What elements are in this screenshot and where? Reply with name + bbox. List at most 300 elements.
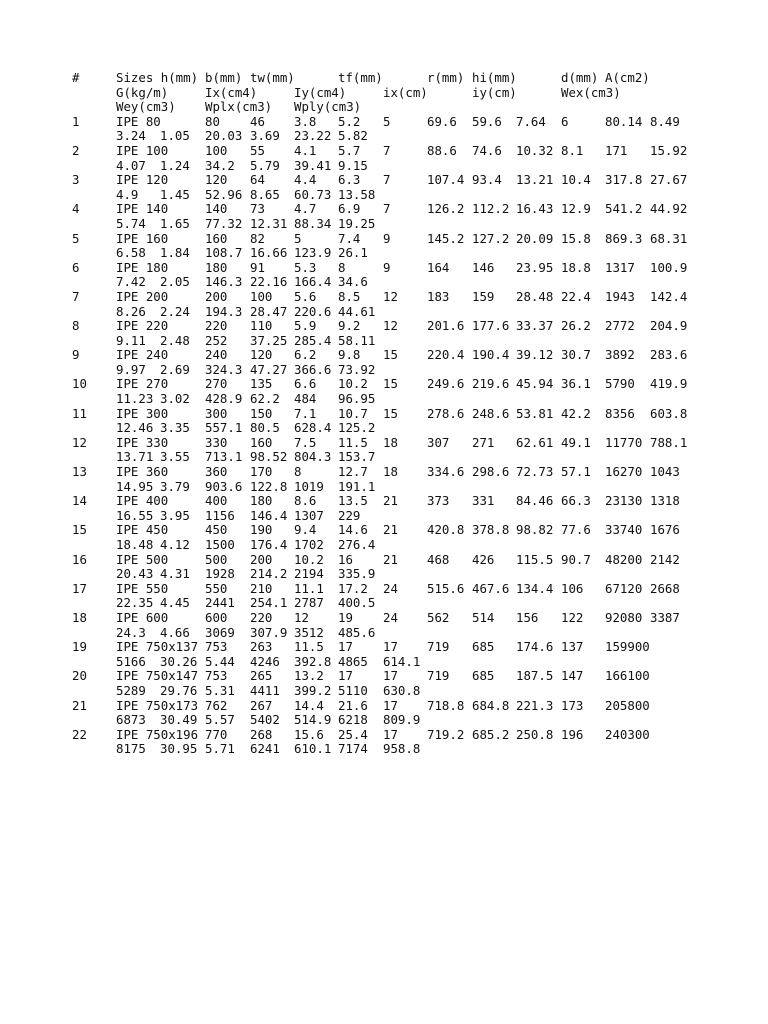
cell-extra: 809.9 — [383, 712, 421, 728]
cell-wex: 20.03 — [205, 128, 243, 144]
cell-wplx: 123.9 — [294, 245, 332, 261]
cell-d: 159 — [472, 288, 495, 304]
cell-iy: 142.4 — [650, 288, 688, 304]
cell-ix: 5166 — [116, 653, 146, 669]
cell-wplx: 1307 — [294, 507, 324, 523]
cell-g: 147 — [561, 668, 584, 684]
cell-iy: 2.48 — [160, 332, 190, 348]
cell-ix: 24.3 — [116, 624, 146, 640]
cell-n: 13 — [72, 464, 87, 480]
cell-iy: 603.8 — [650, 405, 688, 421]
cell-wplx: 484 — [294, 391, 317, 407]
cell-wey: 8.65 — [250, 186, 280, 202]
cell-hi: 718.8 — [427, 697, 465, 713]
cell-tw: 6.2 — [294, 347, 317, 363]
cell-wplx: 285.4 — [294, 332, 332, 348]
cell-wplx: 88.34 — [294, 215, 332, 231]
cell-d: 467.6 — [472, 580, 510, 596]
cell-wplx: 60.73 — [294, 186, 332, 202]
cell-wex: 903.6 — [205, 478, 243, 494]
cell-tf: 11.5 — [338, 434, 368, 450]
cell-tf: 5.2 — [338, 113, 361, 129]
cell-tf: 6.9 — [338, 201, 361, 217]
cell-n: 3 — [72, 172, 80, 188]
cell-r: 5 — [383, 113, 391, 129]
cell-size: IPE 160 — [116, 230, 169, 246]
cell-tf: 17 — [338, 668, 353, 684]
cell-ix: 14.95 — [116, 478, 154, 494]
cell-n: 15 — [72, 522, 87, 538]
cell-iy: 68.31 — [650, 230, 688, 246]
header-wply: Wply(cm3) — [294, 99, 362, 115]
cell-b: 91 — [250, 259, 265, 275]
cell-g: 30.7 — [561, 347, 591, 363]
cell-ix: 11770 — [605, 434, 643, 450]
cell-hi: 334.6 — [427, 464, 465, 480]
cell-d: 190.4 — [472, 347, 510, 363]
cell-iy: 2.69 — [160, 361, 190, 377]
cell-ix: 1317 — [605, 259, 635, 275]
cell-iy: 2668 — [650, 580, 680, 596]
cell-wey: 12.31 — [250, 215, 288, 231]
header-iy-radius: iy(cm) — [472, 84, 517, 100]
cell-h: 160 — [205, 230, 228, 246]
cell-iy: 3.55 — [160, 449, 190, 465]
cell-g: 15.8 — [561, 230, 591, 246]
cell-b: 73 — [250, 201, 265, 217]
cell-size: IPE 100 — [116, 142, 169, 158]
cell-wply: 6218 — [338, 712, 368, 728]
cell-wex: 52.96 — [205, 186, 243, 202]
cell-wply: 26.1 — [338, 245, 368, 261]
table-row — [0, 509, 768, 524]
cell-wply: 13.58 — [338, 186, 376, 202]
header-index: # — [72, 70, 80, 85]
cell-iy: 2142 — [650, 551, 680, 567]
cell-size: IPE 80 — [116, 113, 161, 129]
cell-wey: 254.1 — [250, 595, 288, 611]
cell-wey: 5402 — [250, 712, 280, 728]
cell-ix: 20.43 — [116, 566, 154, 582]
cell-g: 6 — [561, 113, 569, 129]
header-tw: tw(mm) — [250, 70, 295, 85]
cell-r: 17 — [383, 668, 398, 684]
cell-ix: 1943 — [605, 288, 635, 304]
cell-wex: 194.3 — [205, 303, 243, 319]
cell-n: 7 — [72, 288, 80, 304]
cell-iy: 2.24 — [160, 303, 190, 319]
cell-a: 16.43 — [516, 201, 554, 217]
cell-tw: 11.5 — [294, 639, 324, 655]
cell-iy: 27.67 — [650, 172, 688, 188]
cell-iy: 1.84 — [160, 245, 190, 261]
cell-h: 753 — [205, 639, 228, 655]
cell-size: IPE 200 — [116, 288, 169, 304]
cell-h: 770 — [205, 726, 228, 742]
cell-b: 170 — [250, 464, 273, 480]
cell-b: 46 — [250, 113, 265, 129]
table-row — [0, 129, 768, 144]
cell-size: IPE 750x196 — [116, 726, 199, 742]
header-iy-inertia: Iy(cm4) — [294, 84, 347, 100]
cell-hi: 249.6 — [427, 376, 465, 392]
cell-r: 9 — [383, 230, 391, 246]
cell-iy: 3.79 — [160, 478, 190, 494]
cell-wplx: 366.6 — [294, 361, 332, 377]
cell-g: 42.2 — [561, 405, 591, 421]
cell-iy: 283.6 — [650, 347, 688, 363]
cell-n: 18 — [72, 609, 87, 625]
cell-ix: 9.97 — [116, 361, 146, 377]
header-d: d(mm) — [561, 70, 599, 85]
cell-ix: 240300 — [605, 726, 650, 742]
cell-tf: 14.6 — [338, 522, 368, 538]
cell-ix: 166100 — [605, 668, 650, 684]
cell-iy: 204.9 — [650, 318, 688, 334]
table-row — [0, 684, 768, 699]
cell-wey: 5.79 — [250, 157, 280, 173]
cell-r: 15 — [383, 376, 398, 392]
cell-tf: 19 — [338, 609, 353, 625]
cell-h: 220 — [205, 318, 228, 334]
cell-ix: 6873 — [116, 712, 146, 728]
table-row — [0, 713, 768, 728]
table-row — [0, 290, 768, 305]
ipe-section-table — [0, 71, 768, 757]
cell-iy: 419.9 — [650, 376, 688, 392]
cell-ix: 16.55 — [116, 507, 154, 523]
cell-tf: 21.6 — [338, 697, 368, 713]
cell-wey: 47.27 — [250, 361, 288, 377]
cell-tf: 5.7 — [338, 142, 361, 158]
cell-size: IPE 550 — [116, 580, 169, 596]
cell-h: 240 — [205, 347, 228, 363]
cell-size: IPE 450 — [116, 522, 169, 538]
cell-tf: 6.3 — [338, 172, 361, 188]
cell-tw: 8 — [294, 464, 302, 480]
cell-d: 127.2 — [472, 230, 510, 246]
cell-size: IPE 750x137 — [116, 639, 199, 655]
cell-ix: 317.8 — [605, 172, 643, 188]
cell-wply: 34.6 — [338, 274, 368, 290]
cell-iy: 100.9 — [650, 259, 688, 275]
cell-iy: 4.12 — [160, 537, 190, 552]
table-row — [0, 611, 768, 626]
cell-a: 98.82 — [516, 522, 554, 538]
header-hi: hi(mm) — [472, 70, 517, 85]
cell-b: 200 — [250, 551, 273, 567]
cell-n: 5 — [72, 230, 80, 246]
cell-a: 13.21 — [516, 172, 554, 188]
cell-g: 137 — [561, 639, 584, 655]
header-ix-inertia: Ix(cm4) — [205, 84, 258, 100]
cell-g: 49.1 — [561, 434, 591, 450]
cell-tf: 25.4 — [338, 726, 368, 742]
cell-r: 7 — [383, 172, 391, 188]
cell-b: 265 — [250, 668, 273, 684]
cell-a: 250.8 — [516, 726, 554, 742]
cell-a: 221.3 — [516, 697, 554, 713]
cell-iy: 1.05 — [160, 128, 190, 144]
cell-hi: 220.4 — [427, 347, 465, 363]
cell-size: IPE 400 — [116, 493, 169, 509]
cell-extra: 958.8 — [383, 741, 421, 757]
cell-ix: 18.48 — [116, 537, 154, 552]
cell-iy: 4.66 — [160, 624, 190, 640]
table-row — [0, 421, 768, 436]
cell-size: IPE 220 — [116, 318, 169, 334]
table-row — [0, 523, 768, 538]
cell-extra: 630.8 — [383, 682, 421, 698]
cell-hi: 88.6 — [427, 142, 457, 158]
cell-n: 2 — [72, 142, 80, 158]
cell-r: 24 — [383, 609, 398, 625]
cell-wply: 276.4 — [338, 537, 376, 552]
cell-ix: 23130 — [605, 493, 643, 509]
cell-size: IPE 180 — [116, 259, 169, 275]
cell-r: 18 — [383, 464, 398, 480]
cell-tw: 14.4 — [294, 697, 324, 713]
cell-g: 12.9 — [561, 201, 591, 217]
cell-iy: 15.92 — [650, 142, 688, 158]
cell-n: 12 — [72, 434, 87, 450]
header-g: G(kg/m) — [116, 84, 169, 100]
cell-ix: 6.58 — [116, 245, 146, 261]
cell-iy: 3.95 — [160, 507, 190, 523]
cell-a: 20.09 — [516, 230, 554, 246]
cell-b: 110 — [250, 318, 273, 334]
cell-g: 173 — [561, 697, 584, 713]
cell-r: 17 — [383, 726, 398, 742]
cell-wex: 5.31 — [205, 682, 235, 698]
cell-d: 426 — [472, 551, 495, 567]
cell-iy: 3387 — [650, 609, 680, 625]
cell-tf: 10.7 — [338, 405, 368, 421]
cell-d: 93.4 — [472, 172, 502, 188]
cell-g: 77.6 — [561, 522, 591, 538]
cell-a: 187.5 — [516, 668, 554, 684]
table-row — [0, 655, 768, 670]
cell-r: 17 — [383, 639, 398, 655]
cell-ix: 205800 — [605, 697, 650, 713]
cell-tf: 8 — [338, 259, 346, 275]
cell-a: 28.48 — [516, 288, 554, 304]
cell-size: IPE 270 — [116, 376, 169, 392]
cell-g: 90.7 — [561, 551, 591, 567]
cell-n: 10 — [72, 376, 87, 392]
cell-n: 9 — [72, 347, 80, 363]
cell-r: 24 — [383, 580, 398, 596]
cell-b: 160 — [250, 434, 273, 450]
cell-h: 140 — [205, 201, 228, 217]
cell-d: 685.2 — [472, 726, 510, 742]
cell-b: 190 — [250, 522, 273, 538]
cell-wplx: 1019 — [294, 478, 324, 494]
cell-tw: 4.1 — [294, 142, 317, 158]
cell-wply: 73.92 — [338, 361, 376, 377]
cell-d: 298.6 — [472, 464, 510, 480]
table-row — [0, 596, 768, 611]
cell-ix: 2772 — [605, 318, 635, 334]
cell-d: 271 — [472, 434, 495, 450]
cell-hi: 183 — [427, 288, 450, 304]
table-row — [0, 728, 768, 743]
cell-iy: 8.49 — [650, 113, 680, 129]
cell-n: 4 — [72, 201, 80, 217]
cell-wplx: 220.6 — [294, 303, 332, 319]
header-sizes-h: Sizes h(mm) — [116, 70, 199, 85]
table-row — [0, 669, 768, 684]
cell-ix: 11.23 — [116, 391, 154, 407]
cell-b: 64 — [250, 172, 265, 188]
cell-wex: 3069 — [205, 624, 235, 640]
cell-b: 220 — [250, 609, 273, 625]
cell-tw: 6.6 — [294, 376, 317, 392]
cell-d: 331 — [472, 493, 495, 509]
cell-hi: 562 — [427, 609, 450, 625]
cell-g: 66.3 — [561, 493, 591, 509]
cell-wplx: 610.1 — [294, 741, 332, 757]
cell-a: 115.5 — [516, 551, 554, 567]
cell-wply: 19.25 — [338, 215, 376, 231]
cell-ix: 22.35 — [116, 595, 154, 611]
cell-wplx: 39.41 — [294, 157, 332, 173]
cell-wply: 44.61 — [338, 303, 376, 319]
cell-tf: 10.2 — [338, 376, 368, 392]
cell-wply: 400.5 — [338, 595, 376, 611]
cell-wplx: 2787 — [294, 595, 324, 611]
cell-g: 196 — [561, 726, 584, 742]
cell-r: 12 — [383, 288, 398, 304]
cell-ix: 16270 — [605, 464, 643, 480]
cell-tw: 12 — [294, 609, 309, 625]
cell-n: 16 — [72, 551, 87, 567]
cell-wplx: 2194 — [294, 566, 324, 582]
cell-h: 550 — [205, 580, 228, 596]
cell-ix: 48200 — [605, 551, 643, 567]
cell-tf: 17 — [338, 639, 353, 655]
cell-b: 267 — [250, 697, 273, 713]
cell-wply: 5.82 — [338, 128, 368, 144]
cell-d: 112.2 — [472, 201, 510, 217]
cell-h: 360 — [205, 464, 228, 480]
cell-wey: 6241 — [250, 741, 280, 757]
cell-tw: 4.7 — [294, 201, 317, 217]
cell-d: 248.6 — [472, 405, 510, 421]
cell-r: 15 — [383, 347, 398, 363]
table-row — [0, 305, 768, 320]
cell-size: IPE 750x173 — [116, 697, 199, 713]
cell-tf: 9.8 — [338, 347, 361, 363]
cell-a: 72.73 — [516, 464, 554, 480]
cell-iy: 3.02 — [160, 391, 190, 407]
header-wey: Wey(cm3) — [116, 99, 176, 115]
cell-ix: 541.2 — [605, 201, 643, 217]
cell-a: 62.61 — [516, 434, 554, 450]
cell-wplx: 23.22 — [294, 128, 332, 144]
cell-hi: 145.2 — [427, 230, 465, 246]
cell-ix: 5790 — [605, 376, 635, 392]
cell-n: 21 — [72, 697, 87, 713]
cell-g: 22.4 — [561, 288, 591, 304]
header-line-3 — [0, 100, 768, 115]
table-row — [0, 699, 768, 714]
cell-hi: 468 — [427, 551, 450, 567]
cell-iy: 30.49 — [160, 712, 198, 728]
cell-wey: 28.47 — [250, 303, 288, 319]
cell-hi: 164 — [427, 259, 450, 275]
cell-d: 59.6 — [472, 113, 502, 129]
cell-g: 122 — [561, 609, 584, 625]
cell-d: 378.8 — [472, 522, 510, 538]
header-r: r(mm) — [427, 70, 465, 85]
cell-tf: 9.2 — [338, 318, 361, 334]
cell-iy: 30.95 — [160, 741, 198, 757]
cell-a: 39.12 — [516, 347, 554, 363]
cell-n: 6 — [72, 259, 80, 275]
cell-iy: 1318 — [650, 493, 680, 509]
cell-iy: 1676 — [650, 522, 680, 538]
cell-wey: 80.5 — [250, 420, 280, 436]
cell-ix: 8356 — [605, 405, 635, 421]
cell-wply: 5110 — [338, 682, 368, 698]
table-row — [0, 538, 768, 553]
cell-r: 7 — [383, 201, 391, 217]
cell-wplx: 3512 — [294, 624, 324, 640]
cell-iy: 3.35 — [160, 420, 190, 436]
table-row — [0, 144, 768, 159]
cell-ix: 92080 — [605, 609, 643, 625]
cell-wex: 1500 — [205, 537, 235, 552]
table-row — [0, 319, 768, 334]
cell-size: IPE 750x147 — [116, 668, 199, 684]
cell-ix: 13.71 — [116, 449, 154, 465]
cell-wply: 485.6 — [338, 624, 376, 640]
cell-ix: 869.3 — [605, 230, 643, 246]
cell-hi: 307 — [427, 434, 450, 450]
table-row — [0, 494, 768, 509]
cell-size: IPE 300 — [116, 405, 169, 421]
cell-size: IPE 120 — [116, 172, 169, 188]
cell-wplx: 628.4 — [294, 420, 332, 436]
cell-d: 74.6 — [472, 142, 502, 158]
cell-h: 100 — [205, 142, 228, 158]
cell-tw: 3.8 — [294, 113, 317, 129]
cell-h: 120 — [205, 172, 228, 188]
cell-wey: 62.2 — [250, 391, 280, 407]
cell-wey: 307.9 — [250, 624, 288, 640]
table-row — [0, 173, 768, 188]
header-area: A(cm2) — [605, 70, 650, 85]
cell-wex: 77.32 — [205, 215, 243, 231]
cell-wex: 428.9 — [205, 391, 243, 407]
cell-wex: 146.3 — [205, 274, 243, 290]
table-row — [0, 407, 768, 422]
cell-hi: 719.2 — [427, 726, 465, 742]
cell-wply: 96.95 — [338, 391, 376, 407]
table-row — [0, 246, 768, 261]
cell-a: 84.46 — [516, 493, 554, 509]
cell-tw: 9.4 — [294, 522, 317, 538]
cell-iy: 1043 — [650, 464, 680, 480]
cell-tw: 15.6 — [294, 726, 324, 742]
table-row — [0, 640, 768, 655]
cell-tf: 8.5 — [338, 288, 361, 304]
table-row — [0, 553, 768, 568]
cell-b: 150 — [250, 405, 273, 421]
cell-tw: 4.4 — [294, 172, 317, 188]
cell-wex: 5.44 — [205, 653, 235, 669]
